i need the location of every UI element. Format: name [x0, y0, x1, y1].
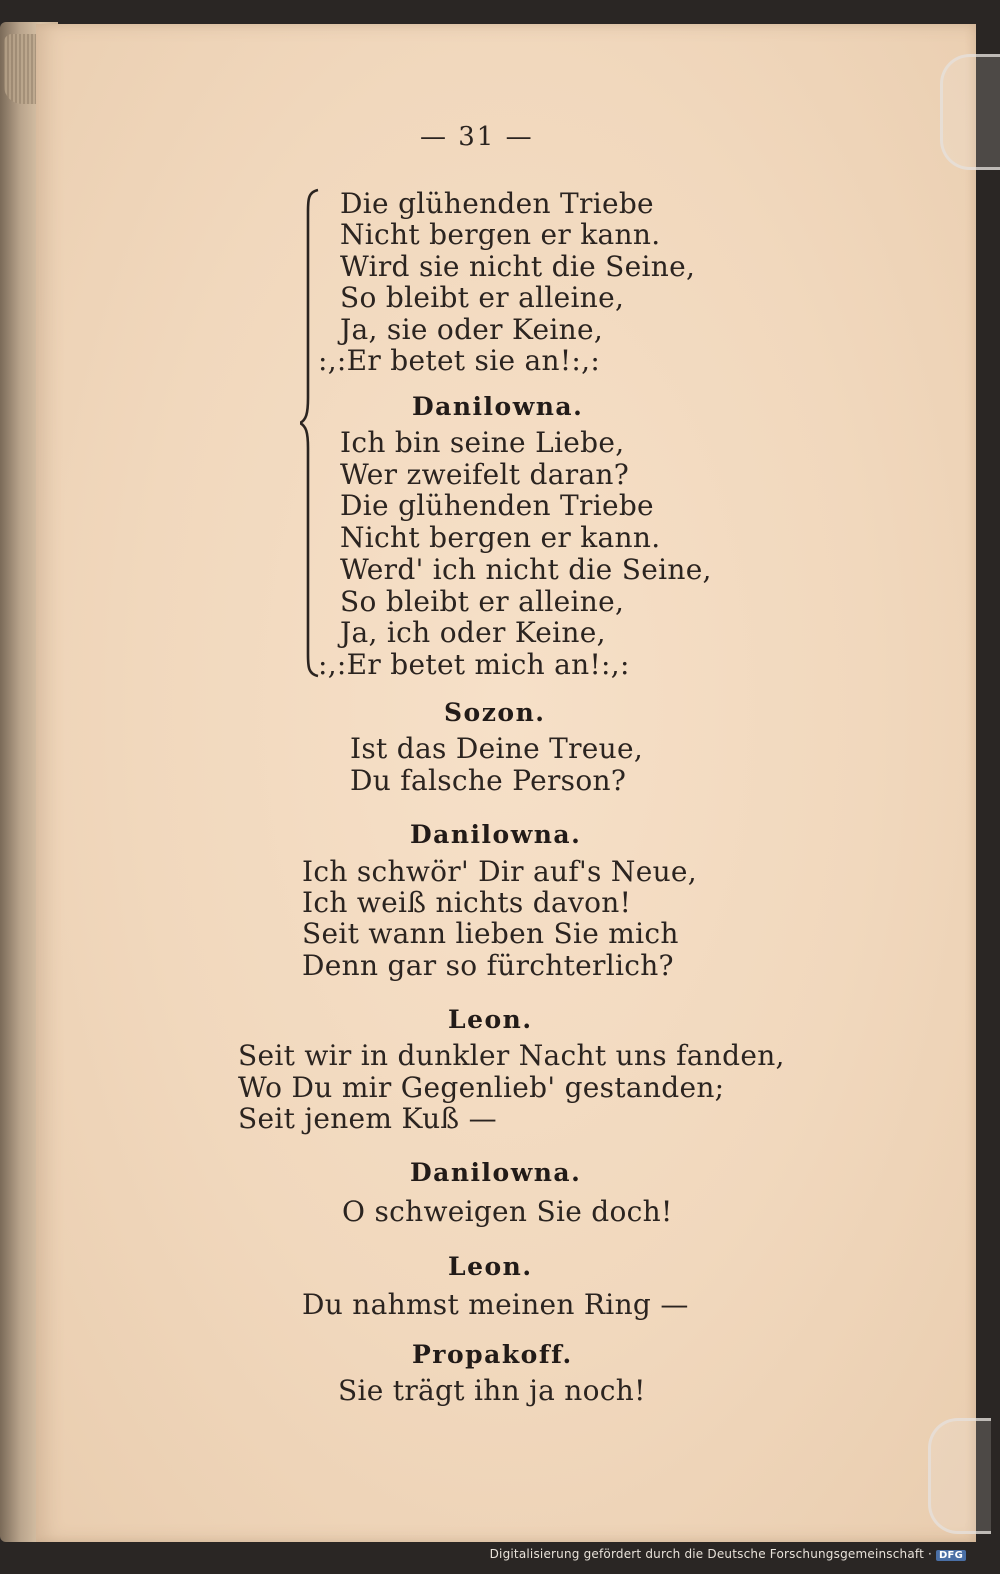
speaker-name: Sozon.: [444, 698, 546, 727]
verse-line: So bleibt er alleine,: [340, 585, 625, 618]
credit-text: Digitalisierung gefördert durch die Deutsche Forschungsgemeinschaft ·: [489, 1547, 933, 1561]
verse-line: Ist das Deine Treue,: [350, 732, 644, 765]
verse-line: Wo Du mir Gegenlieb' gestanden;: [238, 1071, 725, 1104]
digitization-credit: [490, 1547, 966, 1561]
verse-line: Ich bin seine Liebe,: [340, 426, 625, 459]
page-clip-top: [940, 54, 1000, 170]
verse-line: Nicht bergen er kann.: [340, 521, 661, 554]
verse-line: O schweigen Sie doch!: [342, 1195, 673, 1228]
verse-line: Seit wann lieben Sie mich: [302, 917, 679, 950]
speaker-name: Leon.: [448, 1005, 533, 1034]
page-number: — 31 —: [420, 122, 534, 152]
verse-line: Ich schwör' Dir auf's Neue,: [302, 855, 697, 888]
verse-line: Ich weiß nichts davon!: [302, 886, 632, 919]
verse-line: Nicht bergen er kann.: [340, 218, 661, 251]
speaker-name: Danilowna.: [410, 820, 582, 849]
verse-line: :,:Er betet sie an!:,:: [318, 344, 601, 377]
verse-line: Ja, ich oder Keine,: [340, 616, 606, 649]
speaker-name: Danilowna.: [412, 392, 584, 421]
verse-line: :,:Er betet mich an!:,:: [318, 648, 630, 681]
speaker-name: Propakoff.: [412, 1340, 573, 1369]
speaker-name: Danilowna.: [410, 1158, 582, 1187]
dfg-logo: DFG: [936, 1550, 966, 1561]
verse-line: Die glühenden Triebe: [340, 489, 654, 522]
verse-line: Du falsche Person?: [350, 764, 627, 797]
verse-line: Denn gar so fürchterlich?: [302, 949, 674, 982]
verse-line: Ja, sie oder Keine,: [340, 313, 604, 346]
verse-line: Seit jenem Kuß —: [238, 1102, 497, 1135]
verse-line: Werd' ich nicht die Seine,: [340, 553, 712, 586]
verse-line: Du nahmst meinen Ring —: [302, 1288, 689, 1321]
verse-line: So bleibt er alleine,: [340, 281, 625, 314]
verse-line: Sie trägt ihn ja noch!: [338, 1374, 646, 1407]
curly-brace: [300, 188, 322, 678]
verse-line: Wer zweifelt daran?: [340, 458, 630, 491]
verse-line: Die glühenden Triebe: [340, 187, 654, 220]
verse-line: Wird sie nicht die Seine,: [340, 250, 696, 283]
verse-line: Seit wir in dunkler Nacht uns fanden,: [238, 1039, 785, 1072]
page-clip-bottom: [928, 1418, 991, 1534]
speaker-name: Leon.: [448, 1252, 533, 1281]
